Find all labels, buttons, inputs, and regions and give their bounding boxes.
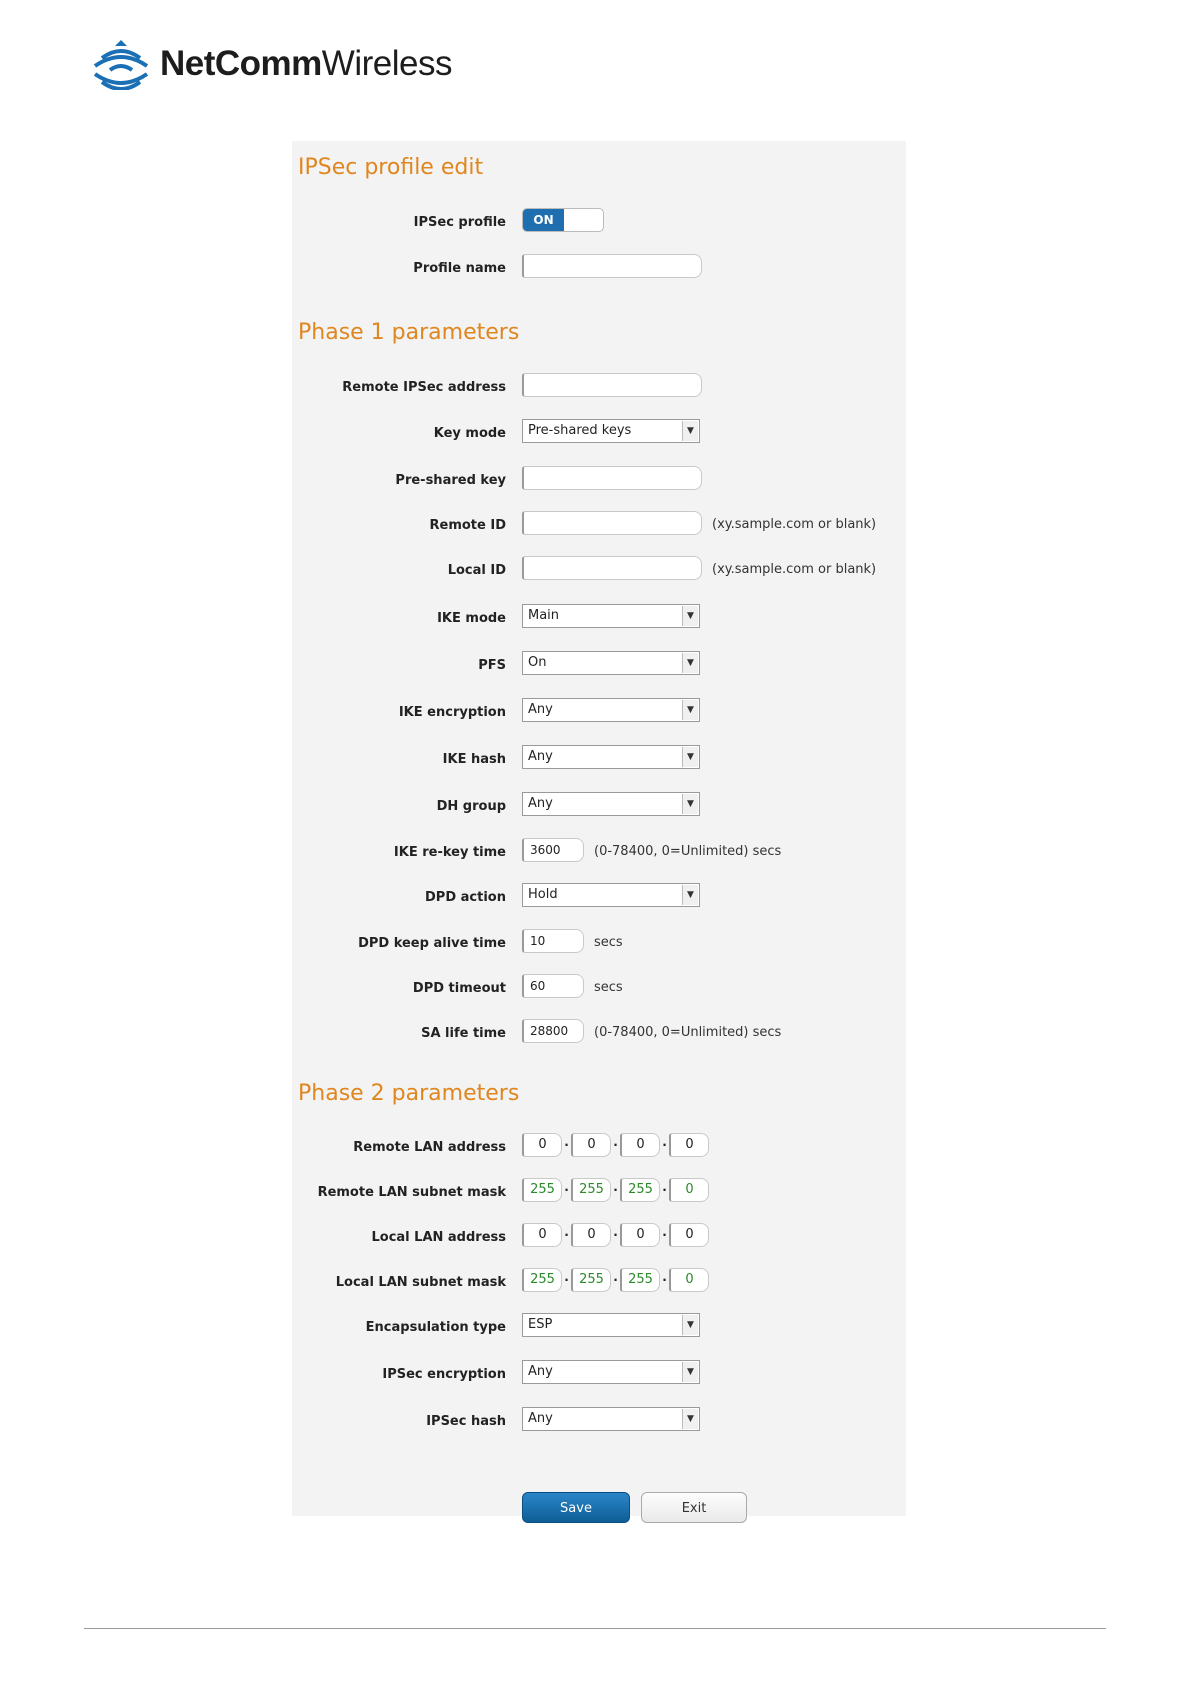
remote-lan-address-group: 0 · 0 · 0 · 0 [522, 1133, 709, 1157]
local-id-hint: (xy.sample.com or blank) [712, 562, 877, 577]
ike-encryption-select[interactable] [522, 698, 700, 722]
ipsec-profile-toggle[interactable] [522, 208, 604, 232]
ipsec-hash-select[interactable] [522, 1407, 700, 1431]
ip-octet-input[interactable]: 0 [669, 1223, 709, 1247]
remote-lan-subnet-mask-group: 255 · 255 · 255 · 0 [522, 1178, 709, 1202]
remote-id-input[interactable] [522, 511, 702, 535]
key-mode-label: Key mode [433, 426, 506, 441]
remote-lan-subnet-mask-label: Remote LAN subnet mask [317, 1185, 506, 1200]
encapsulation-type-label: Encapsulation type [365, 1320, 506, 1335]
dpd-action-label: DPD action [425, 890, 506, 905]
profile-name-input[interactable] [522, 254, 702, 278]
local-lan-subnet-mask-label: Local LAN subnet mask [335, 1275, 506, 1290]
ip-octet-input[interactable]: 0 [620, 1223, 660, 1247]
remote-ipsec-address-label: Remote IPSec address [342, 380, 506, 395]
ike-rekey-time-input[interactable]: 3600 [522, 838, 584, 862]
chevron-down-icon: ▼ [682, 421, 698, 441]
ipsec-profile-label: IPSec profile [413, 215, 506, 230]
sa-life-time-label: SA life time [421, 1026, 506, 1041]
ipsec-hash-value: Any [528, 1411, 553, 1426]
chevron-down-icon: ▼ [682, 1362, 698, 1382]
ipsec-hash-label: IPSec hash [426, 1414, 506, 1429]
dpd-keepalive-input[interactable]: 10 [522, 929, 584, 953]
wifi-logo-icon [92, 38, 150, 90]
ike-mode-value: Main [528, 608, 560, 623]
chevron-down-icon: ▼ [682, 794, 698, 814]
ike-mode-select[interactable] [522, 604, 700, 628]
dpd-action-select[interactable] [522, 883, 700, 907]
ike-hash-value: Any [528, 749, 553, 764]
phase2-title: Phase 2 parameters [298, 1081, 520, 1106]
sa-life-time-hint: (0-78400, 0=Unlimited) secs [594, 1025, 782, 1040]
dh-group-value: Any [528, 796, 553, 811]
local-lan-address-group: 0 · 0 · 0 · 0 [522, 1223, 709, 1247]
ip-octet-input[interactable]: 0 [571, 1223, 611, 1247]
dpd-keepalive-hint: secs [594, 935, 623, 950]
ip-octet-input[interactable]: 0 [522, 1223, 562, 1247]
chevron-down-icon: ▼ [682, 885, 698, 905]
ike-rekey-time-hint: (0-78400, 0=Unlimited) secs [594, 844, 782, 859]
exit-button[interactable]: Exit [641, 1492, 747, 1523]
pfs-value: On [528, 655, 547, 670]
ip-octet-input[interactable]: 0 [669, 1178, 709, 1202]
local-lan-address-label: Local LAN address [371, 1230, 506, 1245]
dpd-timeout-hint: secs [594, 980, 623, 995]
ipsec-encryption-select[interactable] [522, 1360, 700, 1384]
pfs-select[interactable] [522, 651, 700, 675]
ike-hash-label: IKE hash [442, 752, 506, 767]
local-id-label: Local ID [447, 563, 506, 578]
remote-id-hint: (xy.sample.com or blank) [712, 517, 877, 532]
chevron-down-icon: ▼ [682, 606, 698, 626]
key-mode-value: Pre-shared keys [528, 423, 632, 438]
dh-group-select[interactable] [522, 792, 700, 816]
dh-group-label: DH group [436, 799, 506, 814]
phase1-title: Phase 1 parameters [298, 320, 520, 345]
pre-shared-key-input[interactable] [522, 466, 702, 490]
encapsulation-type-select[interactable] [522, 1313, 700, 1337]
ike-encryption-value: Any [528, 702, 553, 717]
ip-octet-input[interactable]: 255 [571, 1178, 611, 1202]
brand-name-light: Wireless [321, 44, 452, 83]
brand-name-bold: NetComm [160, 44, 322, 83]
footer-divider [84, 1628, 1106, 1629]
key-mode-select[interactable] [522, 419, 700, 443]
ike-encryption-label: IKE encryption [398, 705, 506, 720]
remote-lan-address-label: Remote LAN address [353, 1140, 506, 1155]
dpd-timeout-input[interactable]: 60 [522, 974, 584, 998]
ip-octet-input[interactable]: 255 [522, 1268, 562, 1292]
dpd-action-value: Hold [528, 887, 558, 902]
dpd-keepalive-label: DPD keep alive time [358, 936, 506, 951]
local-lan-subnet-mask-group: 255 · 255 · 255 · 0 [522, 1268, 709, 1292]
dpd-timeout-label: DPD timeout [412, 981, 506, 996]
ipsec-encryption-value: Any [528, 1364, 553, 1379]
pre-shared-key-label: Pre-shared key [395, 473, 506, 488]
encapsulation-type-value: ESP [528, 1317, 553, 1332]
chevron-down-icon: ▼ [682, 1315, 698, 1335]
ip-octet-input[interactable]: 255 [522, 1178, 562, 1202]
chevron-down-icon: ▼ [682, 700, 698, 720]
chevron-down-icon: ▼ [682, 1409, 698, 1429]
ip-octet-input[interactable]: 0 [571, 1133, 611, 1157]
toggle-on-state: ON [523, 209, 564, 231]
netcomm-logo [92, 34, 452, 94]
ike-hash-select[interactable] [522, 745, 700, 769]
ip-octet-input[interactable]: 255 [620, 1268, 660, 1292]
ip-octet-input[interactable]: 0 [620, 1133, 660, 1157]
profile-edit-title: IPSec profile edit [298, 155, 484, 180]
ip-octet-input[interactable]: 0 [669, 1268, 709, 1292]
chevron-down-icon: ▼ [682, 653, 698, 673]
ike-mode-label: IKE mode [437, 611, 506, 626]
save-button[interactable]: Save [522, 1492, 630, 1523]
remote-id-label: Remote ID [429, 518, 506, 533]
pfs-label: PFS [478, 658, 506, 673]
chevron-down-icon: ▼ [682, 747, 698, 767]
local-id-input[interactable] [522, 556, 702, 580]
remote-ipsec-address-input[interactable] [522, 373, 702, 397]
ip-octet-input[interactable]: 255 [620, 1178, 660, 1202]
sa-life-time-input[interactable]: 28800 [522, 1019, 584, 1043]
ipsec-encryption-label: IPSec encryption [382, 1367, 506, 1382]
ipsec-profile-panel [292, 141, 906, 1516]
profile-name-label: Profile name [413, 261, 506, 276]
ike-rekey-time-label: IKE re-key time [393, 845, 506, 860]
ip-octet-input[interactable]: 0 [669, 1133, 709, 1157]
ip-octet-input[interactable]: 255 [571, 1268, 611, 1292]
ip-octet-input[interactable]: 0 [522, 1133, 562, 1157]
